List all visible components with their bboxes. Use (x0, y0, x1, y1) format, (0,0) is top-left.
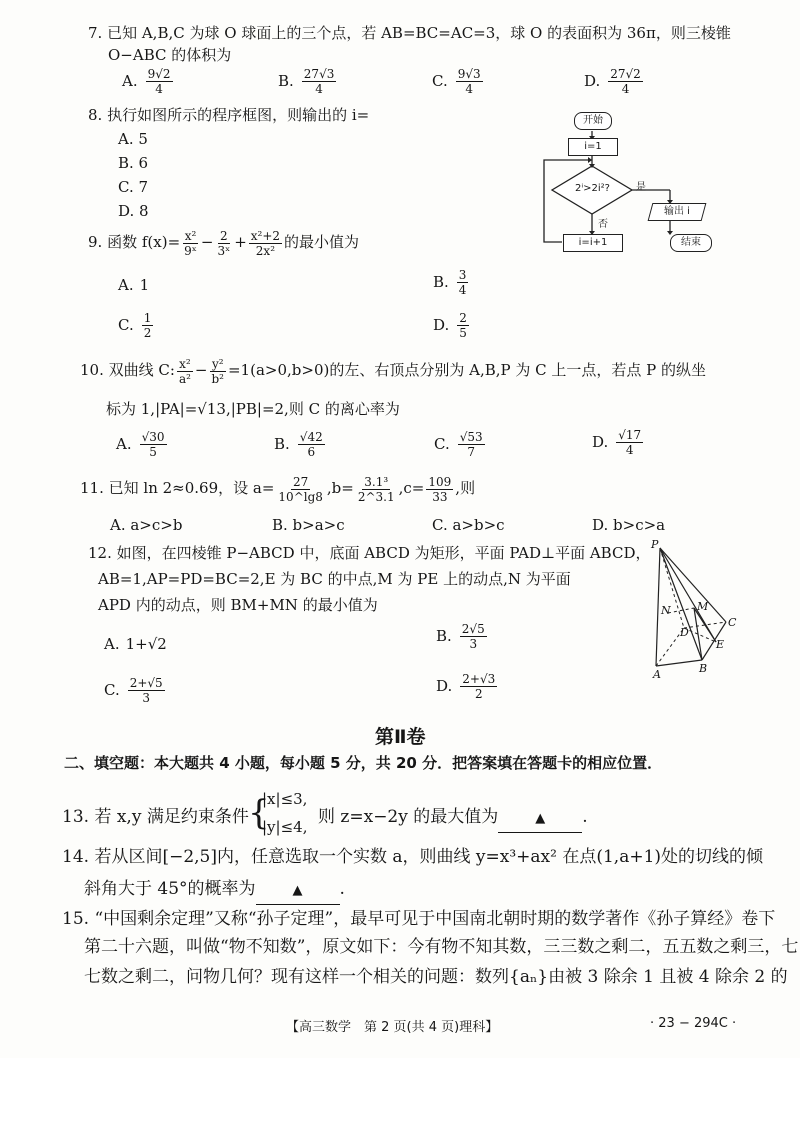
q15-line1: 15. “中国剩余定理”又称“孙子定理”，最早可见于中国南北朝时期的数学著作《孙子算经》卷下 (62, 909, 776, 929)
q7-option-a: A. $\frac{9√2}{4}$ (122, 67, 171, 96)
q12-option-a: A. 1+√2 (104, 635, 167, 653)
label-m: M (697, 600, 709, 613)
label-b: B (699, 662, 708, 675)
q10-option-d: D. $\frac{√17}{4}$ (592, 428, 642, 457)
q10-option-a: A. $\frac{√30}{5}$ (116, 430, 165, 459)
q10-line2: 标为 1,|PA|=√13,|PB|=2,则 C 的离心率为 (106, 400, 400, 418)
q14-answer-marker: ▲ (292, 883, 303, 898)
q12-option-c: C. $\frac{2+√5}{3}$ (104, 676, 163, 705)
q11-option-a: A. a>c>b (110, 516, 183, 534)
q8-option-c: C. 7 (118, 178, 149, 196)
q10-line1: 10. 双曲线 C: $\frac{\text{x²}}{\text{a²}}$ − $\frac{\text{y²}}{\text{b²}}$ =1(a>0,b>0)的左、右顶点分别为 A,B,P 为 C 上一点，若点 P 的纵坐 (80, 356, 707, 386)
q14-line2: 斜角大于 45°的概率为 ▲ . (84, 876, 345, 905)
q8-option-d: D. 8 (118, 202, 149, 220)
q9-option-a: A. 1 (118, 276, 150, 294)
label-p: P (651, 538, 659, 551)
q8-option-b: B. 6 (118, 154, 149, 172)
q13-cond1: |x|≤3, (262, 790, 308, 808)
label-c: C (728, 616, 737, 629)
flowchart-yes-label: 是 (636, 182, 646, 193)
label-e: E (716, 638, 725, 651)
q13-brace: { (248, 793, 270, 833)
footer-page-info: 【高三数学 第 2 页(共 4 页)理科】 (286, 1020, 499, 1035)
q12-line3: APD 内的动点，则 BM+MN 的最小值为 (98, 596, 378, 614)
q13-suffix: 则 z=x−2y 的最大值为 ▲ . (318, 804, 588, 833)
q15-line3: 七数之剩二，问物几何？现有这样一个相关的问题：数列{aₙ}由被 3 除余 1 且被 4 除余 2 的 (84, 967, 788, 987)
q7-option-d: D. $\frac{27√2}{4}$ (584, 67, 641, 96)
section2-heading: 二、填空题：本大题共 4 小题，每小题 5 分，共 20 分．把答案填在答题卡的相应位置． (64, 754, 663, 772)
label-a: A (653, 668, 661, 681)
label-n: N (661, 604, 671, 617)
q11-option-d: D. b>c>a (592, 516, 666, 534)
section2-title: 第Ⅱ卷 (375, 726, 426, 748)
q11-option-b: B. b>a>c (272, 516, 345, 534)
q12-line1: 12. 如图，在四棱锥 P−ABCD 中，底面 ABCD 为矩形，平面 PAD⊥平面 ABCD， (88, 544, 651, 562)
q13-answer-marker: ▲ (535, 811, 546, 826)
q9-option-d: D. $\frac{2}{5}$ (433, 311, 467, 340)
q8-stem: 8. 执行如图所示的程序框图，则输出的 i= (88, 106, 370, 124)
q12-option-b: B. $\frac{2√5}{3}$ (436, 622, 485, 651)
q7-option-b: B. $\frac{27√3}{4}$ (278, 67, 335, 96)
footer-code: · 23 − 294C · (650, 1016, 737, 1031)
q9-stem: 9. 函数 f(x)= $\frac{\text{x²}}{\text{9ˣ}}$ − $\frac{2}{\text{3ˣ}}$ + $\frac{\text{x²+2}}{\text{2x²}}$ 的最小值为 (88, 228, 360, 258)
q10-option-b: B. $\frac{√42}{6}$ (274, 430, 323, 459)
q12-line2: AB=1,AP=PD=BC=2,E 为 BC 的中点,M 为 PE 上的动点,N 为平面 (98, 570, 571, 588)
flowchart-condition: 2ⁱ>2i²? (575, 183, 610, 194)
flowchart-output: 输出 i (648, 203, 707, 221)
q11-option-c: C. a>b>c (432, 516, 505, 534)
flowchart-start: 开始 (574, 112, 612, 130)
q15-line2: 第二十六题，叫做“物不知数”，原文如下：今有物不知其数，三三数之剩二，五五数之剩三，七 (84, 937, 799, 957)
q10-option-c: C. $\frac{√53}{7}$ (434, 430, 483, 459)
q7-line2: O−ABC 的体积为 (108, 46, 232, 64)
q13-prefix: 13. 若 x,y 满足约束条件 (62, 807, 249, 827)
q7-option-c: C. $\frac{9√3}{4}$ (432, 67, 481, 96)
q14-line1: 14. 若从区间[−2,5]内，任意选取一个实数 a，则曲线 y=x³+ax² 在点(1,a+1)处的切线的倾 (62, 847, 764, 867)
q7-line1: 7. 已知 A,B,C 为球 O 球面上的三个点，若 AB=BC=AC=3，球 O 的表面积为 36π，则三棱锥 (88, 24, 731, 42)
page-bottom-margin (0, 1058, 800, 1132)
flowchart-step: i=i+1 (563, 234, 623, 252)
flowchart-end: 结束 (670, 234, 712, 252)
q9-option-b: B. $\frac{3}{4}$ (433, 268, 467, 297)
q12-option-d: D. $\frac{2+√3}{2}$ (436, 672, 496, 701)
label-d: D (680, 626, 689, 639)
flowchart-init: i=1 (568, 138, 618, 156)
q9-option-c: C. $\frac{1}{2}$ (118, 311, 152, 340)
q8-option-a: A. 5 (118, 130, 148, 148)
q13-cond2: |y|≤4, (262, 818, 308, 836)
flowchart-no-label: 否 (598, 219, 608, 230)
q11-stem: 11. 已知 ln 2≈0.69，设 a= $\frac{27}{10\^{}\lg 8}$ ,b= $\frac{\text{3.1³}}{2\^{}3.1}$ ,c= $\frac{109}{33}$ ,则 (80, 474, 476, 504)
